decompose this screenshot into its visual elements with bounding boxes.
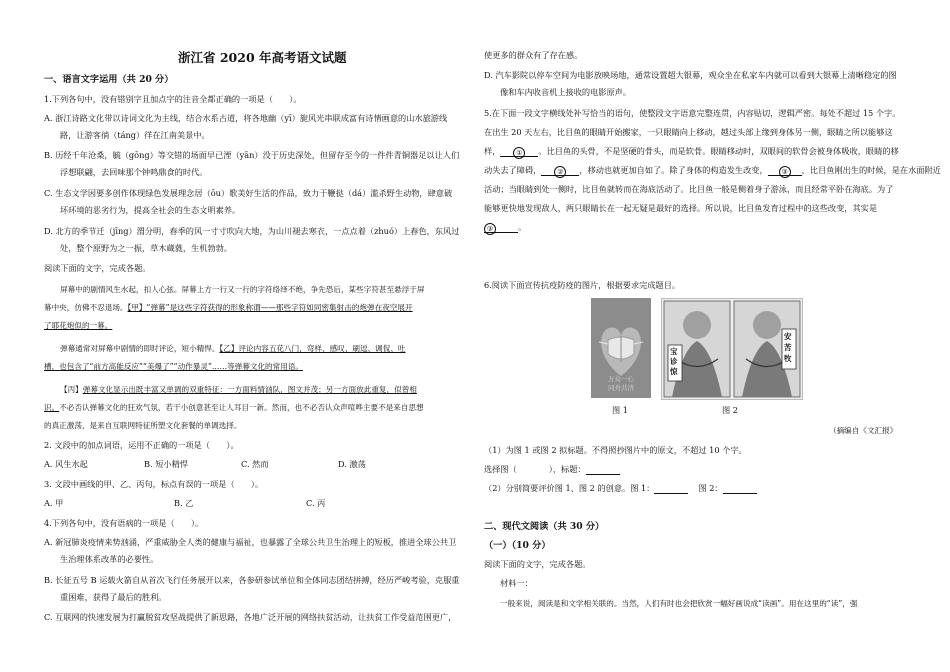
passage-line: 在出生 20 天左右，比目鱼的眼睛开始搬家，一只眼睛向上移动，越过头部上缘到身体另一侧，眼睛之所以能够这 — [484, 127, 893, 137]
option-c: C. 生态文学因要多创作体现绿色发展理念居（ōu）歌美好生活的作品，致力于鞭挞（dá）滥杀野生动物，肆意破 — [44, 188, 453, 198]
option-d-cont: 像和车内收音机上接收的电影原声。 — [500, 87, 632, 97]
passage-text: 样， — [484, 146, 501, 156]
page-title: 浙江省 2020 年高考语文试题 — [178, 50, 347, 65]
passage-text: 幕中央，仿佛不忍退场。 — [44, 303, 128, 312]
figure-1-poster — [591, 298, 651, 398]
sentence-jia-cont: 了耶花炮似的一幕。 — [44, 321, 113, 330]
passage-line — [484, 165, 941, 176]
passage-line — [44, 343, 406, 354]
material-label: 材料一： — [500, 578, 533, 588]
option-d: D. 北方的季节迁（jīng）渭分明，春季的风一寸寸吹向大地，为山川褪去寒衣，一点点着（zhuó）上春色，东风过 — [44, 226, 460, 236]
section-heading: 一、语言文字运用（共 20 分） — [44, 74, 174, 85]
answer-blank-4[interactable] — [484, 223, 518, 233]
material-text: 一般来说，阅读是和文学相关联的。当然，人们有时也会把欣赏一幅好画说成“读画”。用在这里的“读”，强 — [500, 599, 858, 608]
passage-text: ，移动也就更加自如了。除了身体的构造发生改变， — [579, 165, 768, 175]
sentence-bing: 弹幕文化显示出既丰富又单调的双重特征：一方面料情汹队，图文并茂；另一方面放此重复，似曾相 — [82, 385, 417, 394]
option-a-cont: 生治理体系改革的必要性。 — [60, 554, 159, 564]
section-heading: 二、现代文阅读（共 30 分） — [484, 521, 605, 532]
passage-text: 动失去了障碍， — [484, 165, 542, 175]
figure-1-slogan: 万众一心 — [608, 375, 634, 383]
sentence-yi: 【乙】评论内容五花八门，弯样、感叹、刷逗、调侃、吐 — [219, 344, 406, 353]
option-a: A. 风生水起 — [44, 459, 88, 469]
question-stem: 6.阅读下面宣传抗疫防疫的图片，根据要求完成题目。 — [484, 280, 681, 290]
passage-line: 屏幕中的剧情风生水起，扣人心弦。屏幕上方一行又一行的字符络绎不绝，争先恐后，某些字符甚至悬浮于屏 — [60, 285, 425, 294]
blank-marker-1: ① — [513, 147, 525, 159]
door-god-illustration-icon — [662, 299, 802, 399]
figure-2-caption: 图 2 — [722, 405, 738, 415]
figure-1-slogan: 同舟共济 — [608, 384, 634, 392]
passage-text: ，比目鱼刚出生的时候，是在水面附近 — [801, 165, 941, 175]
option-a: A. 新冠肺炎疫情来势汹涌，严重威胁全人类的健康与福祉，也暴露了全球公共卫生治理上的短板，推进全球公共卫 — [44, 537, 457, 547]
option-d-cont: 处，整个原野为之一振，草木蔵蕤，生机勃勃。 — [60, 243, 232, 253]
option-a: A. 甲 — [44, 498, 64, 508]
sentence-bing-cont: 识。 — [44, 403, 60, 412]
option-b: B. 短小精悍 — [144, 459, 188, 469]
option-b-cont: 重困难，获得了最后的胜利。 — [60, 592, 167, 602]
option-c: C. 丙 — [306, 498, 326, 508]
option-c-cont: 坏环境的恶劣行为，提高全社会的生态文明素养。 — [60, 205, 241, 215]
option-b: B. 长征五号 B 运载火箭自从首次飞行任务展开以来，各参研参试单位和全体同志团结拼搏，经历严峻考验，克服重 — [44, 575, 460, 585]
answer-blank-3[interactable] — [768, 166, 802, 176]
answer-blank-1[interactable] — [500, 147, 538, 157]
question-stem: 2. 文段中的加点词语，运用不正确的一项是（ ）。 — [44, 440, 239, 450]
title-answer-blank[interactable] — [586, 465, 620, 475]
sentence-yi-cont: 槽，也包含了“前方高能反应”“美爆了”“动作暴灵”……等弹幕文化的常用语。 — [44, 362, 304, 371]
option-b-cont: 浮想联翩，去回味那个钟鸣鼎食的时代。 — [60, 167, 208, 177]
passage-line: 活动；当眼睛到处一侧时，比目鱼就转而在海底活动了。比目鱼一般是侧着身子游泳，而且经常平卧在海底。为了 — [484, 184, 894, 194]
answer-label: 图 2： — [698, 483, 723, 493]
passage-line — [484, 222, 526, 233]
sub-question-1-answer — [484, 464, 620, 475]
figure-2-door-gods — [661, 298, 803, 400]
figure-2-label-right: 安苦牧 — [784, 332, 792, 363]
option-b: B. 乙 — [174, 498, 194, 508]
reading-intro: 阅读下面的文字，完成各题。 — [484, 559, 591, 569]
question-stem: 3. 文段中画线的甲、乙、丙句，标点有误的一项是（ ）。 — [44, 479, 264, 489]
passage-text: 弹幕通常对屏幕中剧情的即时评论，短小精悍。 — [60, 344, 220, 353]
figure-1-review-blank[interactable] — [654, 484, 688, 494]
passage-text: 不必否认弹幕文化的狂欢气氛，若干小创意甚至让人耳目一新。然而，也不必否认众声喧哗主要不是来自思想 — [59, 403, 424, 412]
option-a: A. 浙江诗路文化带以诗词文化为主线，结合水系古道，将各地幽（yī）旎风光串联成富有诗情画意的山水旅游线 — [44, 113, 448, 123]
option-c: C. 然而 — [241, 459, 269, 469]
figure-2-label-left: 宝诊惊 — [670, 347, 678, 376]
passage-line: 的真正激荡，是来自互联网特征所塑文化套餐的单调选择。 — [44, 421, 242, 430]
option-b: B. 历经千年沧桑，毓（gōng）等交错的场面早已湮（yān）没于历史深处，但留存至今的一件件青铜器足以让人们 — [44, 150, 460, 160]
answer-label: （2）分别简要评价图 1、图 2 的创意。图 1： — [484, 483, 655, 493]
question-stem: 4.下列各句中，没有语病的一项是（ ）。 — [44, 518, 204, 528]
figure-2-review-blank[interactable] — [723, 484, 757, 494]
source-note: （摘编自《文汇报》 — [829, 426, 898, 435]
blank-marker-3: ③ — [779, 166, 791, 178]
sub-question-2 — [484, 483, 757, 494]
option-c: C. 互联网的快速发展为打赢脱贫攻坚战提供了新思路，各地广泛开展的网络扶贫活动，让扶贫工作受益范围更广， — [44, 612, 457, 622]
passage-text: 。 — [518, 222, 527, 232]
passage-line — [44, 402, 424, 413]
answer-blank-2[interactable] — [541, 166, 579, 176]
passage-line — [44, 302, 413, 313]
option-a-cont: 路，让游客徜（táng）徉在江南美景中。 — [60, 130, 210, 140]
part-heading: （一）（10 分） — [484, 540, 551, 551]
passage-line — [44, 384, 417, 395]
answer-label: ），标题： — [548, 464, 586, 474]
passage-line: 能够更快地发现敌人，两只眼睛长在一起无疑是最好的选择。所以说，比目鱼发育过程中的这些改变，其实是 — [484, 203, 878, 213]
sub-question-1: （1）为图 1 或图 2 拟标题。不得照抄图片中的原文，不超过 10 个字。 — [484, 445, 747, 455]
answer-label: 选择图（ — [484, 464, 517, 474]
reading-intro: 阅读下面的文字，完成各题。 — [44, 263, 151, 273]
option-d: D. 激荡 — [338, 459, 366, 469]
blank-marker-4: ③ — [484, 223, 496, 235]
passage-line — [484, 146, 899, 157]
sentence-jia: 【甲】“弹幕”是这些字符获得的形象称谓——那些字符如同密集射击的炮弹在夜空展开 — [127, 303, 413, 312]
question-stem: 1.下列各句中，没有错别字且加点字的注音全都正确的一项是（ ）。 — [44, 94, 302, 104]
option-d: D. 汽车影院以停车空间为电影放映场地，通常设置超大银幕，观众坐在私家车内就可以看到大银幕上清晰稳定的图 — [484, 70, 897, 80]
option-c-cont: 使更多的群众有了存在感。 — [484, 50, 583, 60]
passage-text: 【丙】 — [60, 385, 83, 394]
passage-text: 。比目鱼的头骨，不是坚硬的骨头，而是软骨。眼睛移动时，双眼间的软骨会被身体吸收，眼睛的移 — [538, 146, 899, 156]
figure-1-caption: 图 1 — [612, 405, 628, 415]
question-stem: 5.在下面一段文字横线处补写恰当的语句，使整段文字语意完整连贯，内容贴切，逻辑严密。每处不超过 15 个字。 — [484, 108, 901, 118]
blank-marker-2: ② — [554, 166, 566, 178]
